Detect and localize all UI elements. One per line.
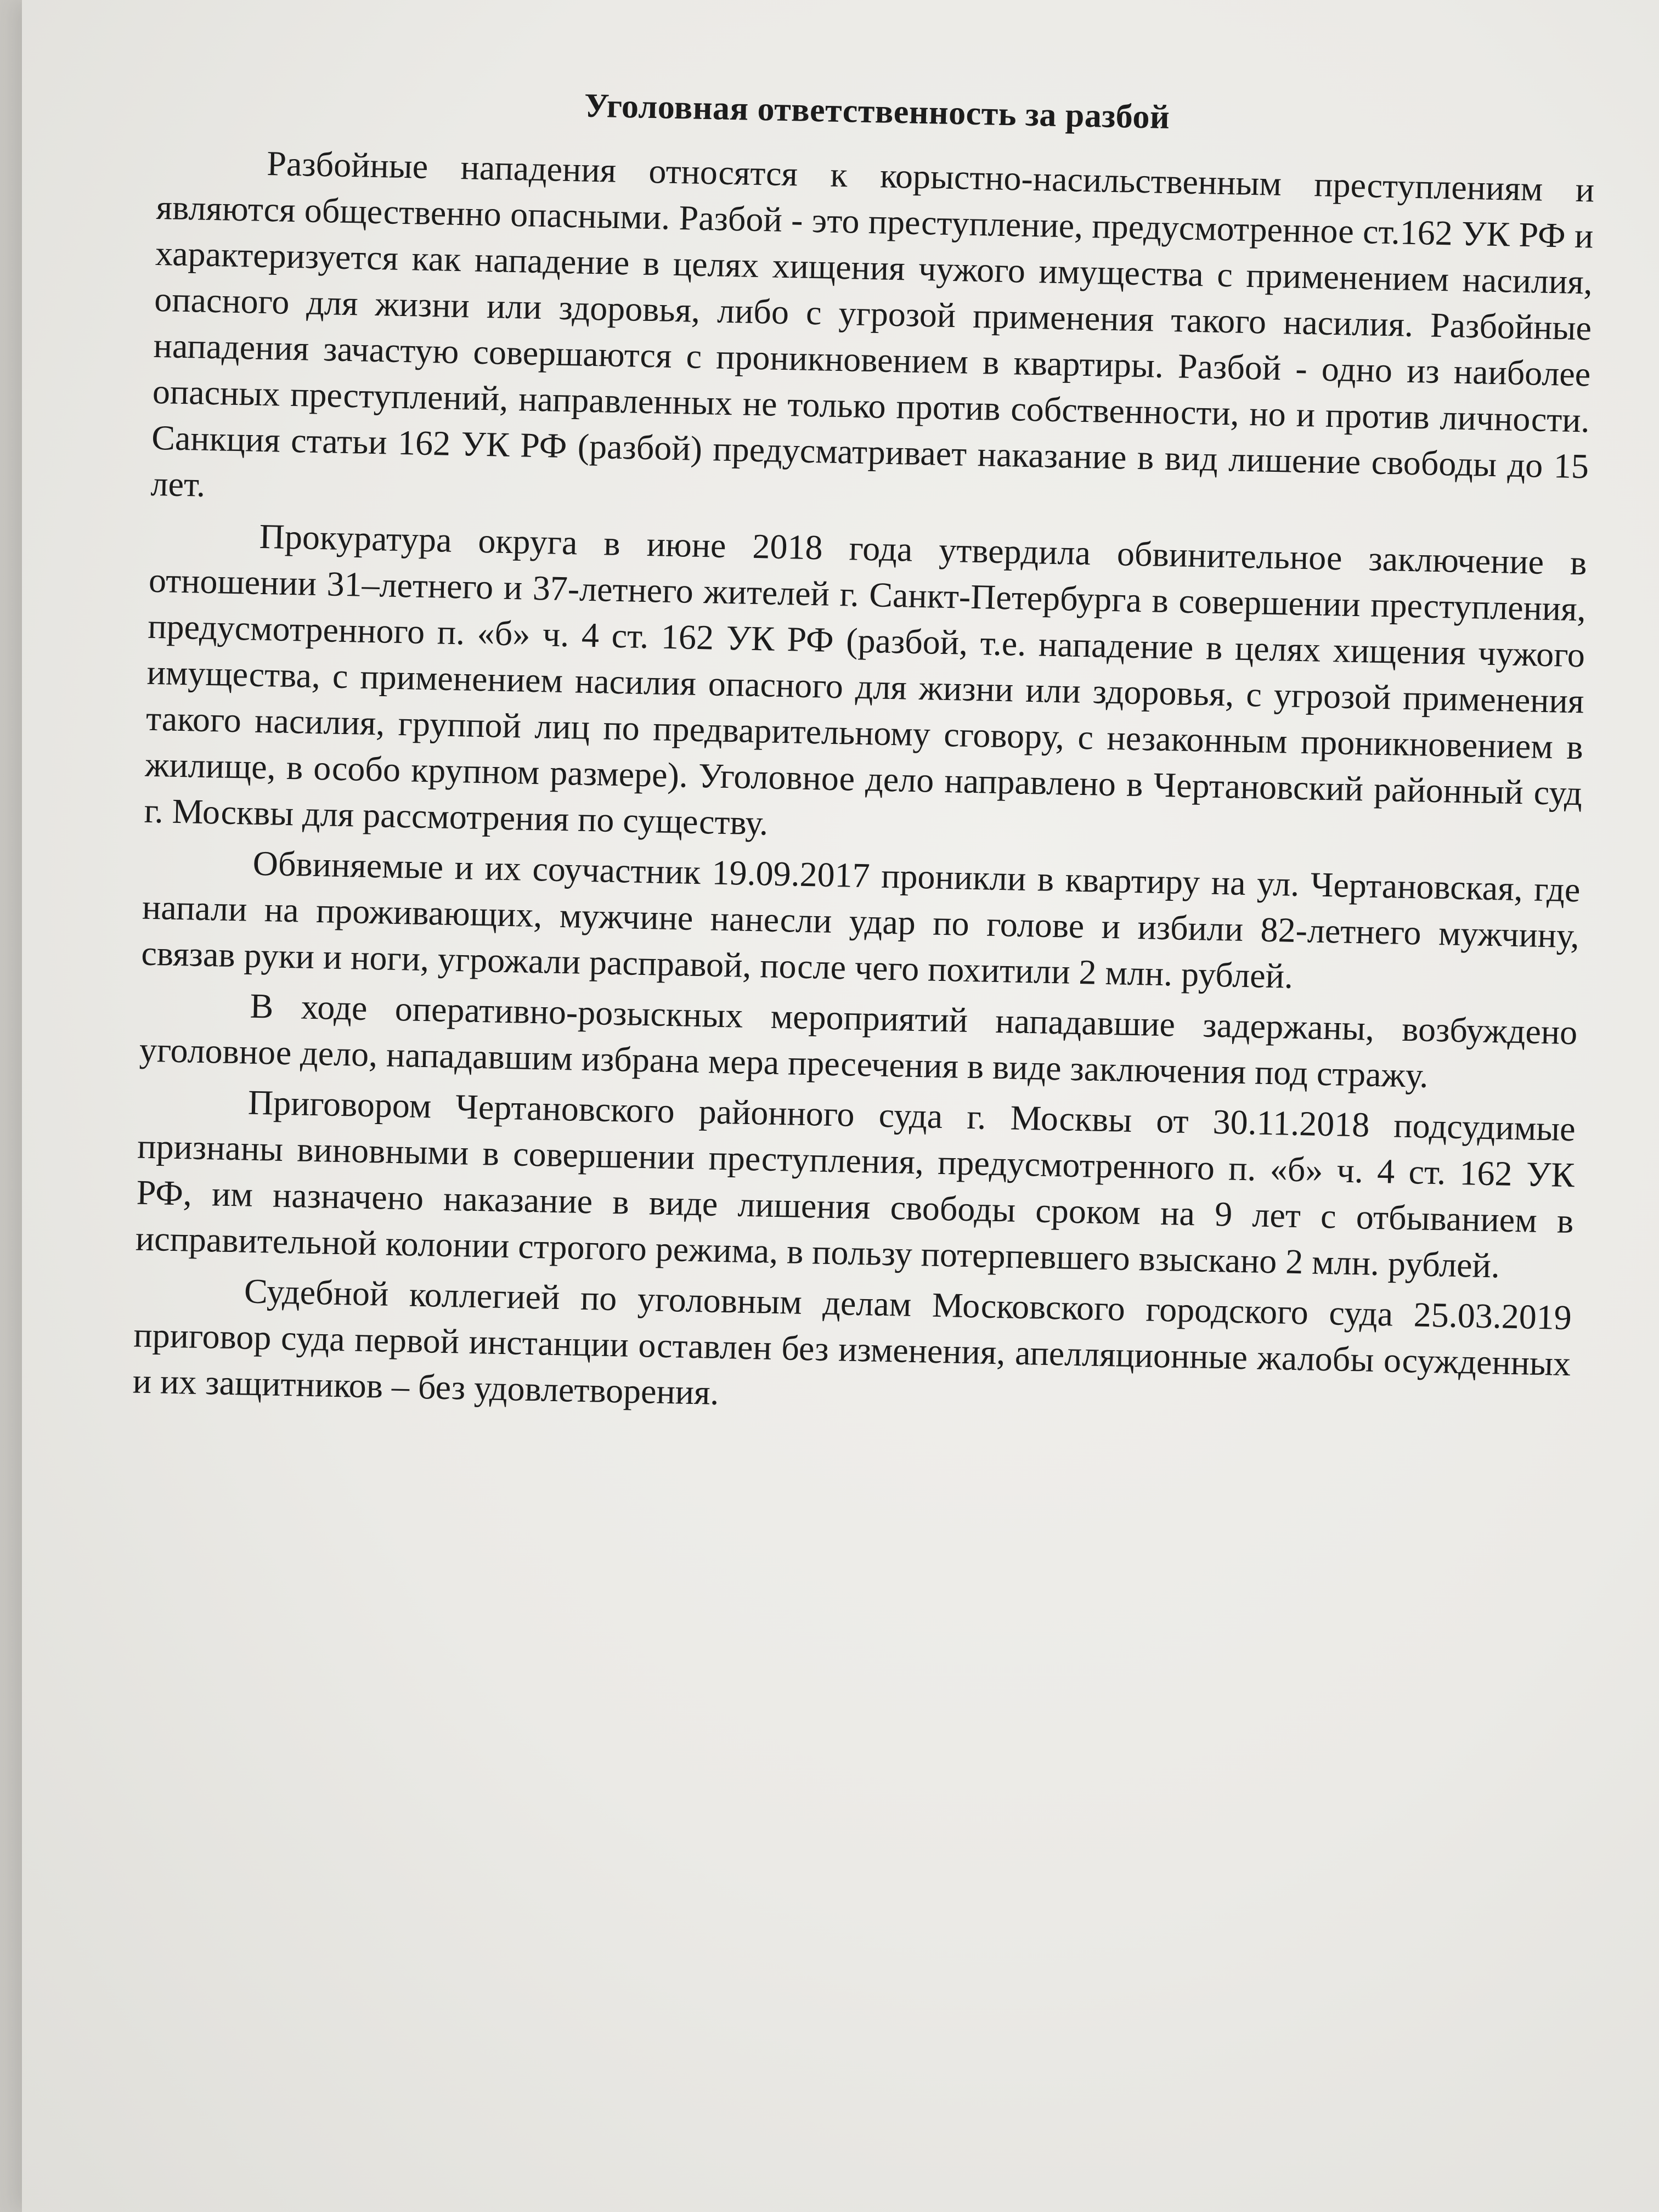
paragraph-investigation: В ходе оперативно-розыскных мероприятий нападавшие задержаны, возбуждено уголовное дело, нападавшим избрана мера пресечения в виде заключения под стражу. — [139, 986, 1578, 1096]
document-title: Уголовная ответственность за разбой — [584, 87, 1170, 136]
paragraph-verdict: Приговором Чертановского районного суда г. Москвы от 30.11.2018 подсудимые признаны виновными в совершении преступления, предусмотренного п. «б» ч. 4 ст. 162 УК РФ, им назначено наказание в виде лишения свободы сроком на 9 лет с отбыванием в исправительной колонии строгого режима, в пользу потерпевшего взыскано 2 млн. рублей. — [135, 1083, 1576, 1285]
paragraph-intro: Разбойные нападения относятся к корыстно-насильственным преступлениям и являются общественно опасными. Разбой - это преступление, предусмотренное ст.162 УК РФ и характеризуется как нападение в целях хищения чужого имущества с применением насилия, опасного для жизни или здоровья, либо с угрозой применения такого насилия. Разбойные нападения зачастую совершаются с проникновением в квартиры. Разбой - одно из наиболее опасных преступлений, направленных не только против собственности, но и против личности. Санкция статьи 162 УК РФ (разбой) предусматривает наказание в вид лишение свободы до 15 лет. — [150, 144, 1595, 505]
paper-sheet — [22, 0, 1659, 2212]
paragraph-prosecution: Прокуратура округа в июне 2018 года утвердила обвинительное заключение в отношении 31–летнего и 37-летнего жителей г. Санкт-Петербурга в совершении преступления, предусмотренного п. «б» ч. 4 ст. 162 УК РФ (разбой, т.е. нападение в целях хищения чужого имущества, с применением насилия опасного для жизни или здоровья, с угрозой применения такого насилия, группой лиц по предварительному сговору, с незаконным проникновением в жилище, в особо крупном размере). Уголовное дело направлено в Чертановский районный суд г. Москвы для рассмотрения по существу. — [144, 517, 1588, 843]
paragraph-appeal: Судебной коллегией по уголовным делам Московского городского суда 25.03.2019 приговор суда первой инстанции оставлен без изменения, апелляционные жалобы осужденных и их защитников – без удовлетворения. — [132, 1271, 1572, 1413]
document-page — [123, 66, 1596, 1905]
paragraph-incident: Обвиняемые и их соучастник 19.09.2017 проникли в квартиру на ул. Чертановская, где напали на проживающих, мужчине нанесли удар по голове и избили 82-летнего мужчину, связав руки и ноги, угрожали расправой, после чего похитили 2 млн. рублей. — [140, 844, 1581, 996]
